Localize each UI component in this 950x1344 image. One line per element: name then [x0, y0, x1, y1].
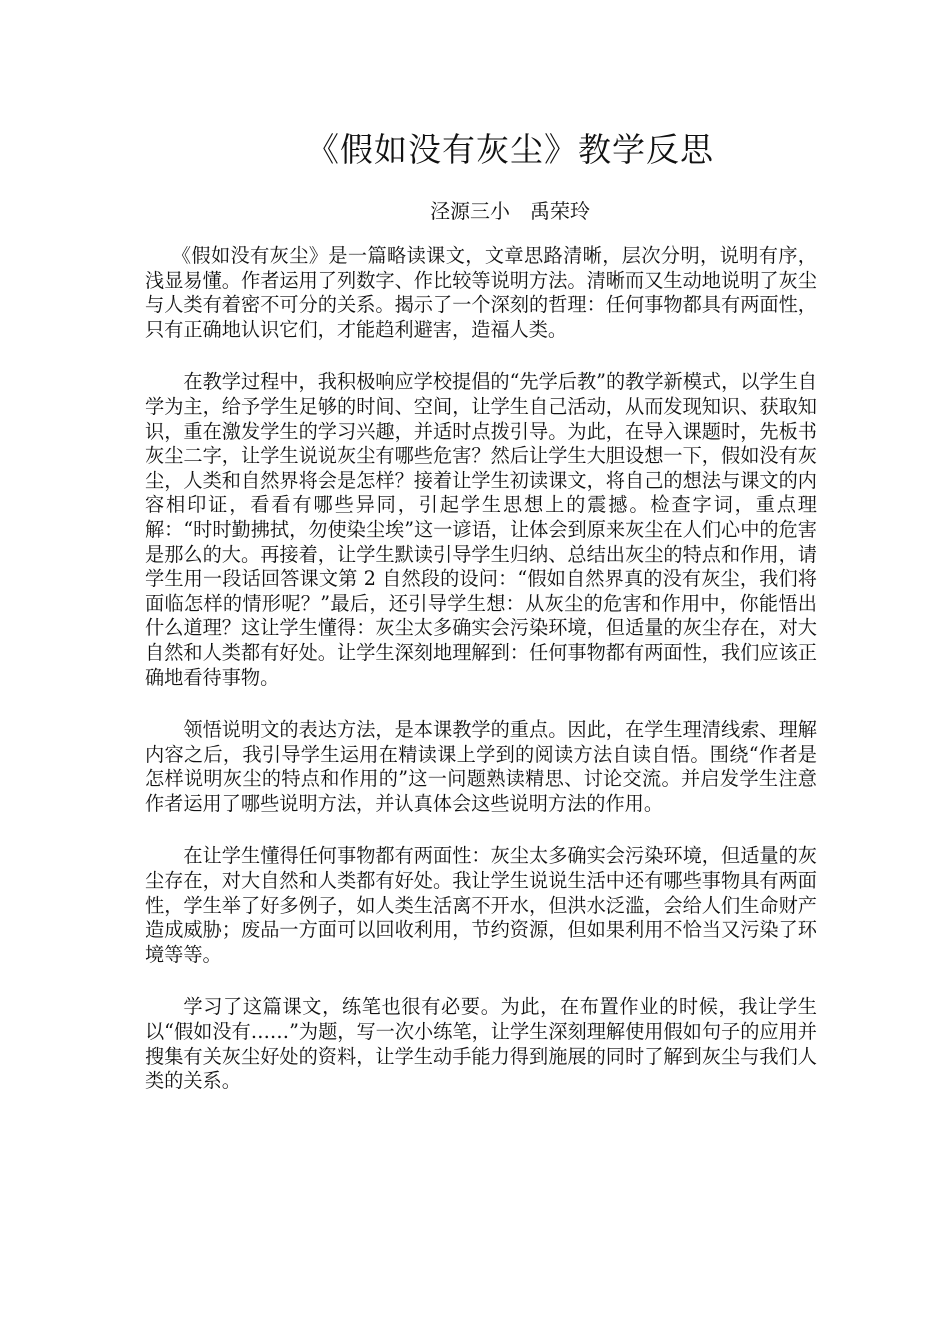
paragraph-2: 在教学过程中，我积极响应学校提倡的“先学后教”的教学新模式，以学生自学为主，给予学生足够的时间、空间，让学生自己活动，从而发现知识、获取知识，重在激发学生的学习兴趣，并适时点拨引导。为此，在导入课题时，先板书灰尘二字，让学生说说灰尘有哪些危害？然后让学生大胆设想一下，假如没有灰尘，人类和自然界将会是怎样？接着让学生初读课文，将自己的想法与课文的内容相印证，看看有哪些异同，引起学生思想上的震撼。检查字词，重点理解：“时时勤拂拭，勿使染尘埃”这一谚语，让体会到原来灰尘在人们心中的危害是那么的大。再接着，让学生默读引导学生归纳、总结出灰尘的特点和作用，请学生用一段话回答课文第 2 自然段的设问：“假如自然界真的没有灰尘，我们将面临怎样的情形呢？”最后，还引导学生想：从灰尘的危害和作用中，你能悟出什么道理？这让学生懂得：灰尘太多确实会污染环境，但适量的灰尘存在，对大自然和人类都有好处。让学生深刻地理解到：任何事物都有两面性，我们应该正确地看待事物。 [145, 370, 818, 689]
paragraph-1: 《假如没有灰尘》是一篇略读课文，文章思路清晰，层次分明，说明有序，浅显易懂。作者运用了列数字、作比较等说明方法。清晰而又生动地说明了灰尘与人类有着密不可分的关系。揭示了一个深刻的哲理：任何事物都具有两面性，只有正确地认识它们，才能趋利避害，造福人类。 [145, 244, 817, 341]
document-body [145, 244, 817, 1122]
document-title: 《假如没有灰尘》教学反思 [306, 130, 714, 169]
paragraph-3: 领悟说明文的表达方法，是本课教学的重点。因此，在学生理清线索、理解内容之后，我引导学生运用在精读课上学到的阅读方法自读自悟。围绕“作者是怎样说明灰尘的特点和作用的”这一问题熟读精思、讨论交流。并启发学生注意作者运用了哪些说明方法，并认真体会这些说明方法的作用。 [145, 718, 817, 815]
paragraph-5: 学习了这篇课文，练笔也很有必要。为此，在布置作业的时候，我让学生以“假如没有……”为题，写一次小练笔，让学生深刻理解使用假如句子的应用并搜集有关灰尘好处的资料，让学生动手能力得到施展的同时了解到灰尘与我们人类的关系。 [145, 995, 817, 1093]
document-author: 泾源三小 禹荣玲 [430, 199, 590, 223]
paragraph-4: 在让学生懂得任何事物都有两面性：灰尘太多确实会污染环境，但适量的灰尘存在，对大自然和人类都有好处。我让学生说说生活中还有哪些事物具有两面性，学生举了好多例子，如人类生活离不开水，但洪水泛滥，会给人们生命财产造成威胁；废品一方面可以回收利用，节约资源，但如果利用不恰当又污染了环境等等。 [145, 844, 817, 966]
